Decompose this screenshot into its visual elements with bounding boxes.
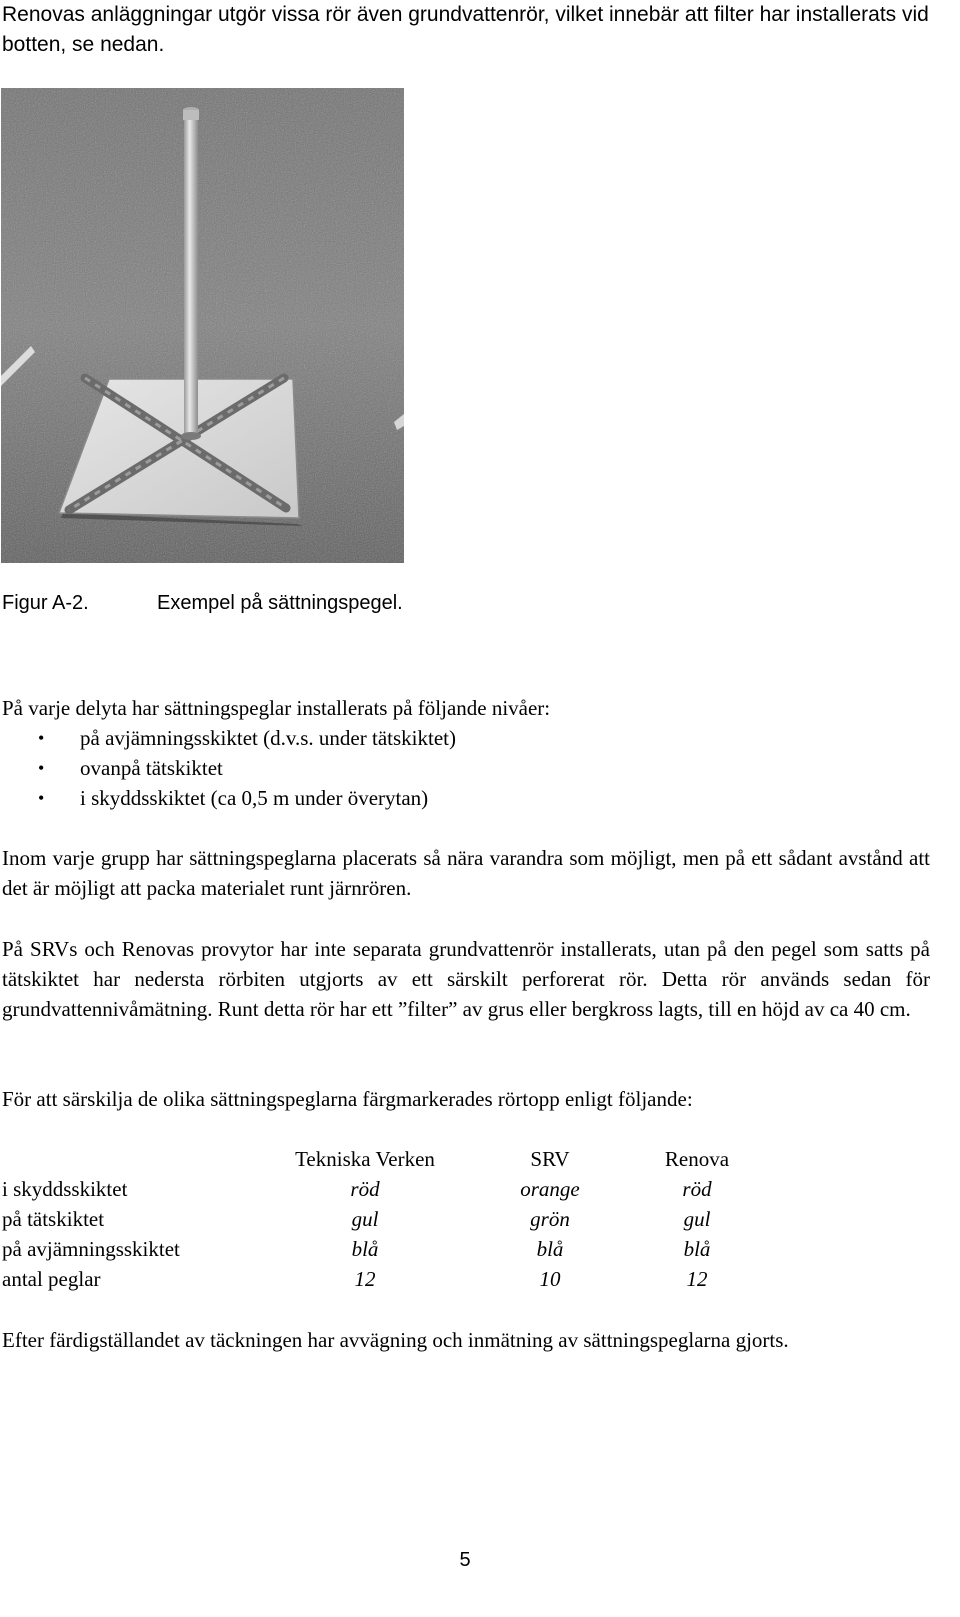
table-cell: 12: [686, 1267, 708, 1291]
table-cell: grön: [530, 1207, 570, 1231]
table-cell: orange: [520, 1177, 580, 1201]
table-header: Tekniska Verken: [295, 1147, 435, 1171]
table-cell: 12: [354, 1267, 376, 1291]
row-label: antal peglar: [2, 1267, 101, 1291]
row-label: på avjämningsskiktet: [2, 1237, 180, 1261]
settlement-plate-illustration: [1, 88, 404, 563]
color-paragraph: För att särskilja de olika sättningspeglarna färgmarkerades rörtopp enligt följande:: [2, 1087, 693, 1111]
table-header: SRV: [530, 1147, 570, 1171]
table-header: Renova: [664, 1147, 730, 1171]
bullet-icon: •: [38, 788, 45, 808]
figure-label: Figur A-2.: [2, 592, 89, 614]
group-paragraph: Inom varje grupp har sättningspeglarna placerats så nära varandra som möjligt, men på ett sådant avstånd att det är möjligt att packa materialet runt järnrören.: [2, 846, 930, 900]
row-label: i skyddsskiktet: [2, 1177, 128, 1201]
bullet-icon: •: [38, 758, 45, 778]
srv-paragraph: På SRVs och Renovas provytor har inte separata grundvattenrör installerats, utan på den pegel som satts på tätskiktet har nedersta rörbiten utgjorts av ett särskilt perforerat rör. Detta rör används sedan för grundvattennivåmätning. Runt detta rör har ett ”filter” av grus eller bergkross lagts, till en höjd av ca 40 cm.: [2, 937, 930, 1021]
intro-paragraph: Renovas anläggningar utgör vissa rör även grundvattenrör, vilket innebär att filter har installerats vid botten, se nedan.: [2, 3, 929, 56]
table-cell: gul: [683, 1207, 711, 1231]
table-cell: blå: [536, 1237, 564, 1261]
table-cell: gul: [351, 1207, 379, 1231]
bullet-icon: •: [38, 728, 45, 748]
row-label: på tätskiktet: [2, 1207, 105, 1231]
page-number: 5: [459, 1549, 471, 1571]
table-cell: blå: [683, 1237, 711, 1261]
table-cell: röd: [350, 1177, 380, 1201]
final-paragraph: Efter färdigställandet av täckningen har avvägning och inmätning av sättningspeglarna gjorts.: [2, 1328, 789, 1352]
level-item: på avjämningsskiktet (d.v.s. under tätskiktet): [80, 726, 456, 750]
level-item: i skyddsskiktet (ca 0,5 m under överytan): [80, 786, 429, 810]
table-cell: 10: [539, 1267, 561, 1291]
settlement-plate-photo: [1, 88, 404, 563]
level-item: ovanpå tätskiktet: [80, 756, 223, 780]
table-cell: röd: [682, 1177, 712, 1201]
levels-intro: På varje delyta har sättningspeglar installerats på följande nivåer:: [2, 696, 551, 720]
table-cell: blå: [351, 1237, 379, 1261]
figure-caption: Exempel på sättningspegel.: [157, 592, 403, 614]
